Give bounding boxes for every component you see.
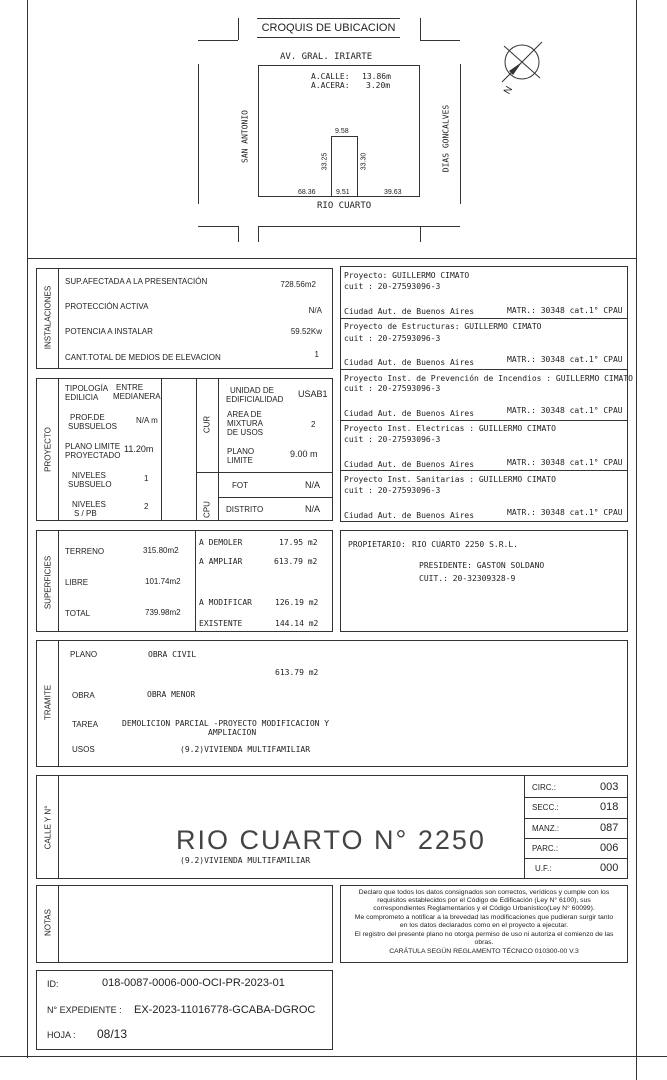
- notas-label: NOTAS: [43, 909, 53, 936]
- frame-bottom-line: [0, 1056, 667, 1057]
- proyecto-label: PROYECTO: [43, 427, 53, 472]
- frame-right-line: [636, 0, 637, 1080]
- street-top: AV. GRAL. IRIARTE: [280, 52, 373, 62]
- cur-label: CUR: [202, 415, 212, 434]
- footer-expediente: EX-2023-11016778-GCABA-DGROC: [134, 1004, 316, 1016]
- croquis-title: CROQUIS DE UBICACION: [261, 22, 396, 34]
- cpu-label: CPU: [202, 501, 212, 518]
- north-label: N: [502, 84, 516, 97]
- footer-hoja: 08/13: [97, 1027, 128, 1041]
- notas-section: [36, 885, 333, 963]
- frame-left-line: [27, 0, 28, 1058]
- footer-id: 018-0087-0006-000-OCI-PR-2023-01: [102, 977, 285, 989]
- street-left: SAN ANTONIO: [240, 110, 250, 163]
- calle-label: CALLE Y N°: [43, 805, 53, 850]
- address-title: RIO CUARTO N° 2250: [176, 825, 486, 855]
- tramite-section: [36, 640, 628, 767]
- croquis-divider: [27, 258, 636, 259]
- instalaciones-label: INSTALACIONES: [43, 285, 53, 350]
- superficies-label: SUPERFICIES: [43, 555, 53, 610]
- street-right: DIAS GONCALVES: [441, 104, 451, 173]
- street-bottom: RIO CUARTO: [317, 201, 372, 211]
- tramite-label: TRAMITE: [43, 684, 53, 721]
